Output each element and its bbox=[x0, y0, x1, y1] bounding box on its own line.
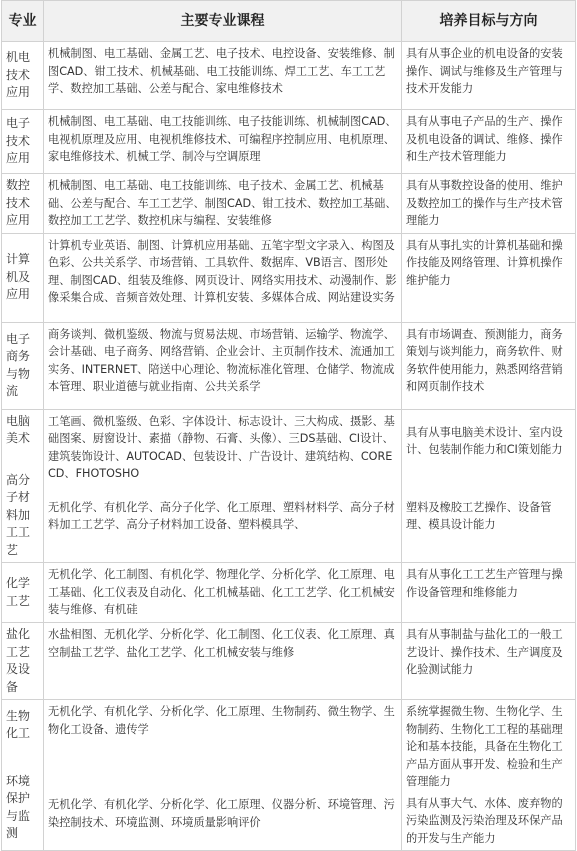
course-list-cell bbox=[44, 623, 402, 700]
course-list: 无机化学、有机化学、分析化学、化工原理、仪器分析、环境管理、污染控制技术、环境监测、环境质量影响评价 bbox=[48, 798, 395, 829]
major-name-cell bbox=[2, 563, 44, 623]
course-list-cell bbox=[44, 563, 402, 623]
table-row bbox=[2, 409, 576, 563]
training-goal-cell bbox=[402, 700, 576, 851]
major-name: 机电技术应用 bbox=[6, 50, 31, 100]
course-list: 水盐相图、无机化学、分析化学、化工制图、化工仪表、化工原理、真空制盐工艺学、盐化工艺学、化工机械安装与维修 bbox=[48, 628, 395, 659]
course-list: 机械制图、电工基础、电工技能训练、电子技能训练、机械制图CAD、电视机原理及应用、电视机维修技术、可编程序控制应用、电机原理、家电维修技术、机械工学、制冷与空调原理 bbox=[48, 115, 397, 163]
major-name: 计算机及应用 bbox=[6, 252, 31, 302]
training-goal: 具有从事大气、水体、废弃物的污染监测及污染治理及环保产品的开发与生产能力 bbox=[406, 796, 563, 845]
training-goal-cell bbox=[402, 110, 576, 174]
major-name-cell bbox=[2, 233, 44, 322]
table-row bbox=[2, 623, 576, 700]
course-list: 机械制图、电工基础、电工技能训练、电子技术、金属工艺、机械基础、公差与配合、车工工艺学、制图CAD、钳工技术、数控加工基础、数控加工工艺学、数控机床与编程、安装维修 bbox=[48, 179, 397, 227]
training-goal-cell bbox=[402, 233, 576, 322]
course-list: 无机化学、化工制图、有机化学、物理化学、分析化学、化工原理、电工基础、化工仪表及自动化、化工机械基础、化工工艺学、化工机械安装与维修、有机硅 bbox=[48, 568, 395, 616]
major-name: 电脑美术 bbox=[6, 413, 31, 445]
major-name: 数控技术应用 bbox=[6, 178, 31, 227]
major-name-cell bbox=[2, 700, 44, 851]
major-name: 盐化工艺及设备 bbox=[6, 627, 31, 694]
training-goal-cell bbox=[402, 409, 576, 563]
course-list: 无机化学、有机化学、高分子化学、化工原理、塑料材料学、高分子材料加工工艺学、高分子材料加工设备、塑料模具学、 bbox=[48, 500, 395, 531]
course-list-cell bbox=[44, 700, 402, 851]
course-list: 商务谈判、微机鉴级、物流与贸易法规、市场营销、运输学、物流学、会计基础、电子商务、网络营销、企业会计、主页制作技术、流通加工实务、INTERNET、陪送中心理论、物流标准化管理、仓储学、物流成本管理、职业道德与就业指南、公共关系学 bbox=[48, 327, 395, 393]
course-list: 计算机专业英语、制图、计算机应用基础、五笔字型文字录入、构图及色彩、公共关系学、市场营销、工具软件、数据库、VB语言、图形处理、制图CAD、组装及维修、网页设计、网络实用技术、动漫制作、影像采集合成、音频音效处理、计算机安装、多媒体合成、网站建设实务 bbox=[48, 238, 397, 304]
training-goal-cell bbox=[402, 623, 576, 700]
training-goal: 具有从事化工工艺生产管理与操作设备管理和维修能力 bbox=[406, 568, 563, 599]
course-list-cell bbox=[44, 233, 402, 322]
table-row bbox=[2, 233, 576, 322]
major-name: 化学工艺 bbox=[6, 576, 31, 608]
training-goal-cell bbox=[402, 42, 576, 110]
training-goal: 具有从事制盐与盐化工的一般工艺设计、操作技术、生产调度及化验测试能力 bbox=[406, 628, 563, 676]
training-goal: 具有从事电子产品的生产、操作及机电设备的调试、维修、操作和生产技术管理能力 bbox=[406, 115, 563, 163]
major-name-cell bbox=[2, 110, 44, 174]
table-row bbox=[2, 700, 576, 851]
course-list-cell bbox=[44, 42, 402, 110]
training-goal-cell bbox=[402, 563, 576, 623]
major-name: 电子技术应用 bbox=[6, 116, 31, 166]
training-goal: 系统掌握微生物、生物化学、生物制药、生物化工工程的基础理论和基本技能，具备在生物化工产品方面从事开发、检验和生产管理能力 bbox=[406, 705, 563, 788]
header-goals: 培养目标与方向 bbox=[402, 1, 576, 42]
major-name: 生物化工 bbox=[6, 708, 31, 740]
training-goal: 具有市场调查、预测能力，商务策划与谈判能力，商务软件、财务软件使用能力，熟悉网络营销和网页制作技术 bbox=[406, 327, 563, 393]
training-goal: 具有从事数控设备的使用、维护及数控加工的操作与生产技术管理能力 bbox=[406, 179, 563, 227]
course-list-cell bbox=[44, 174, 402, 234]
table-header-row bbox=[2, 1, 576, 42]
majors-table bbox=[1, 0, 576, 851]
training-goal-cell bbox=[402, 322, 576, 409]
course-list-cell bbox=[44, 409, 402, 563]
header-major: 专业 bbox=[2, 1, 44, 42]
major-name-cell bbox=[2, 42, 44, 110]
major-name-cell bbox=[2, 409, 44, 563]
header-courses: 主要专业课程 bbox=[44, 1, 402, 42]
table-row bbox=[2, 563, 576, 623]
major-name: 电子商务与物流 bbox=[6, 331, 31, 398]
course-list-cell bbox=[44, 322, 402, 409]
major-name-cell bbox=[2, 623, 44, 700]
course-list: 工笔画、微机鉴级、色彩、字体设计、标志设计、三大构成、摄影、基础图案、厨窗设计、素描（静物、石膏、头像）、三DS基础、CI设计、建筑装饰设计、AUTOCAD、包装设计、广告设计、建筑结构、CORECD、FHOTOSHO bbox=[48, 414, 395, 480]
training-goal: 具有从事企业的机电设备的安装操作、调试与维修及生产管理与技术开发能力 bbox=[406, 47, 563, 95]
table-row bbox=[2, 110, 576, 174]
training-goal: 具有从事电脑美术设计、室内设计、包装制作能力和CI策划能力 bbox=[406, 425, 563, 456]
table-row bbox=[2, 42, 576, 110]
course-list: 机械制图、电工基础、金属工艺、电子技术、电控设备、安装维修、制图CAD、钳工技术、机械基础、电工技能训练、焊工工艺、车工工艺学、数控加工基础、公差与配合、家电维修技术 bbox=[48, 47, 395, 95]
table-row bbox=[2, 174, 576, 234]
table-row bbox=[2, 322, 576, 409]
training-goal-cell bbox=[402, 174, 576, 234]
course-list: 无机化学、有机化学、分析化学、化工原理、生物制药、微生物学、生物化工设备、遗传学 bbox=[48, 705, 395, 736]
training-goal: 塑料及橡胶工艺操作、设备管理、模具设计能力 bbox=[406, 500, 552, 531]
major-name: 环境保护与监测 bbox=[6, 773, 31, 840]
major-name-cell bbox=[2, 322, 44, 409]
training-goal: 具有从事扎实的计算机基础和操作技能及网络管理、计算机操作维护能力 bbox=[406, 238, 563, 287]
major-name: 高分子材料加工工艺 bbox=[6, 472, 31, 557]
major-name-cell bbox=[2, 174, 44, 234]
course-list-cell bbox=[44, 110, 402, 174]
